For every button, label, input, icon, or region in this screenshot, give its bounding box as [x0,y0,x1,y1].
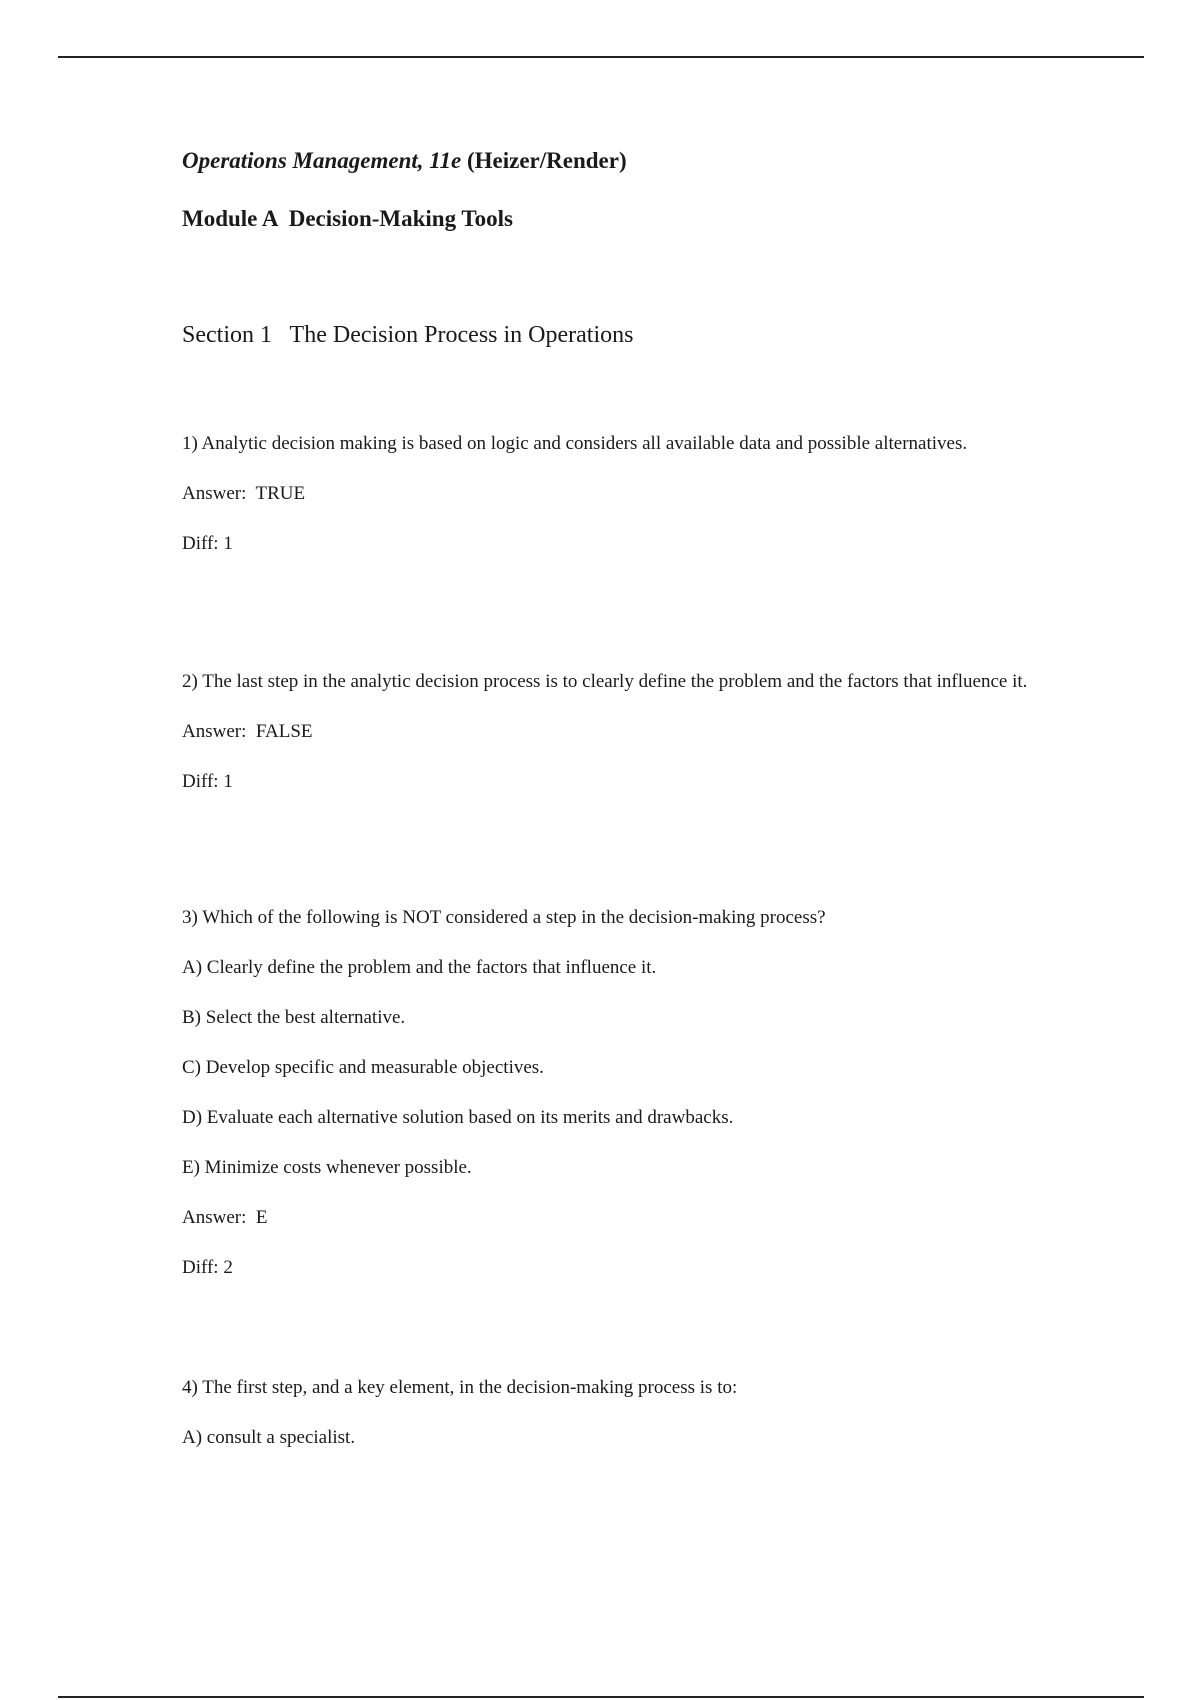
book-header [182,146,1082,176]
book-title: Operations Management, 11e [182,148,462,173]
question-text: 2) The last step in the analytic decision process is to clearly define the problem and the factors that influence it. [182,671,1028,692]
answer-line: Answer: FALSE [182,721,313,742]
answer-line: Answer: TRUE [182,483,306,504]
difficulty-line: Diff: 1 [182,533,233,554]
choice-a: A) Clearly define the problem and the factors that influence it. [182,957,657,978]
question-4 [182,1372,1042,1453]
section-heading: Section 1 The Decision Process in Operations [182,322,634,348]
question-1 [182,428,1042,559]
question-3 [182,902,1042,1283]
book-authors: (Heizer/Render) [466,148,627,173]
difficulty-line: Diff: 2 [182,1257,233,1278]
top-rule [58,56,1144,58]
choice-d: D) Evaluate each alternative solution based on its merits and drawbacks. [182,1107,734,1128]
choice-e: E) Minimize costs whenever possible. [182,1157,472,1178]
difficulty-line: Diff: 1 [182,771,233,792]
question-text: 1) Analytic decision making is based on logic and considers all available data and possible alternatives. [182,433,968,454]
module-title: Module A Decision-Making Tools [182,206,514,231]
question-text: 3) Which of the following is NOT considered a step in the decision-making process? [182,907,826,928]
question-text: 4) The first step, and a key element, in the decision-making process is to: [182,1377,738,1398]
document-body [182,146,1082,1448]
question-2 [182,666,1042,797]
bottom-rule [58,1696,1144,1698]
answer-line: Answer: E [182,1207,268,1228]
choice-b: B) Select the best alternative. [182,1007,406,1028]
choice-c: C) Develop specific and measurable objectives. [182,1057,544,1078]
choice-a: A) consult a specialist. [182,1427,356,1448]
